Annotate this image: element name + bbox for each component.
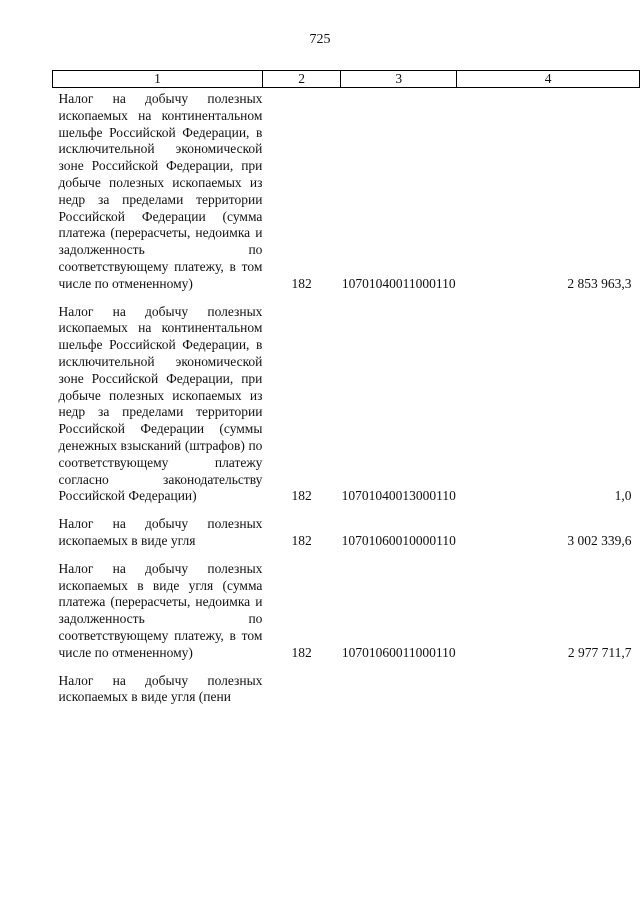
column-header: 4 (457, 71, 640, 88)
page-number: 725 (309, 32, 331, 47)
row-kbk-code: 10701040011000110 (341, 275, 456, 291)
row-kbk-code: 10701060011000110 (341, 644, 456, 660)
table-row (53, 558, 640, 670)
row-admin-code: 182 (291, 488, 312, 504)
row-description: Налог на добычу полезных ископаемых в виде угля (сумма платежа (перерасчеты, недоимка и задолженность по соответствующему платежу, в том числе по отмененному) (58, 560, 263, 660)
table-row (53, 513, 640, 558)
column-header: 2 (262, 71, 340, 88)
row-amount (457, 670, 640, 707)
table-row (53, 670, 640, 707)
row-amount: 1,0 (614, 488, 632, 504)
row-kbk-code: 10701040013000110 (341, 488, 456, 504)
row-admin-code: 182 (291, 532, 312, 548)
row-amount: 2 853 963,3 (567, 275, 632, 291)
row-kbk-code (341, 670, 457, 707)
row-amount: 2 977 711,7 (567, 644, 632, 660)
table-row (53, 301, 640, 514)
table-row (53, 88, 640, 301)
row-amount: 3 002 339,6 (567, 532, 632, 548)
row-description: Налог на добычу полезных ископаемых в виде угля (58, 516, 263, 548)
table-header-row (53, 71, 640, 88)
row-kbk-code: 10701060010000110 (341, 532, 456, 548)
row-description: Налог на добычу полезных ископаемых на континентальном шельфе Российской Федерации, в исключительной экономической зоне Российской Федерации, при добыче полезных ископаемых из недр за пределами территории Российской Федерации (суммы денежных взысканий (штрафов) по соответствующему платежу согласно законодательству Российской Федерации) (58, 303, 263, 504)
row-description: Налог на добычу полезных ископаемых в виде угля (пени (58, 672, 263, 705)
row-admin-code (262, 670, 340, 707)
column-header: 1 (53, 71, 263, 88)
row-admin-code: 182 (291, 644, 312, 660)
budget-table (52, 70, 640, 706)
row-description: Налог на добычу полезных ископаемых на континентальном шельфе Российской Федерации, в исключительной экономической зоне Российской Федерации, при добыче полезных ископаемых из недр за пределами территории Российской Федерации (сумма платежа (перерасчеты, недоимка и задолженность по соответствующему платежу, в том числе по отмененному) (58, 91, 263, 291)
column-header: 3 (341, 71, 457, 88)
row-admin-code: 182 (291, 275, 312, 291)
